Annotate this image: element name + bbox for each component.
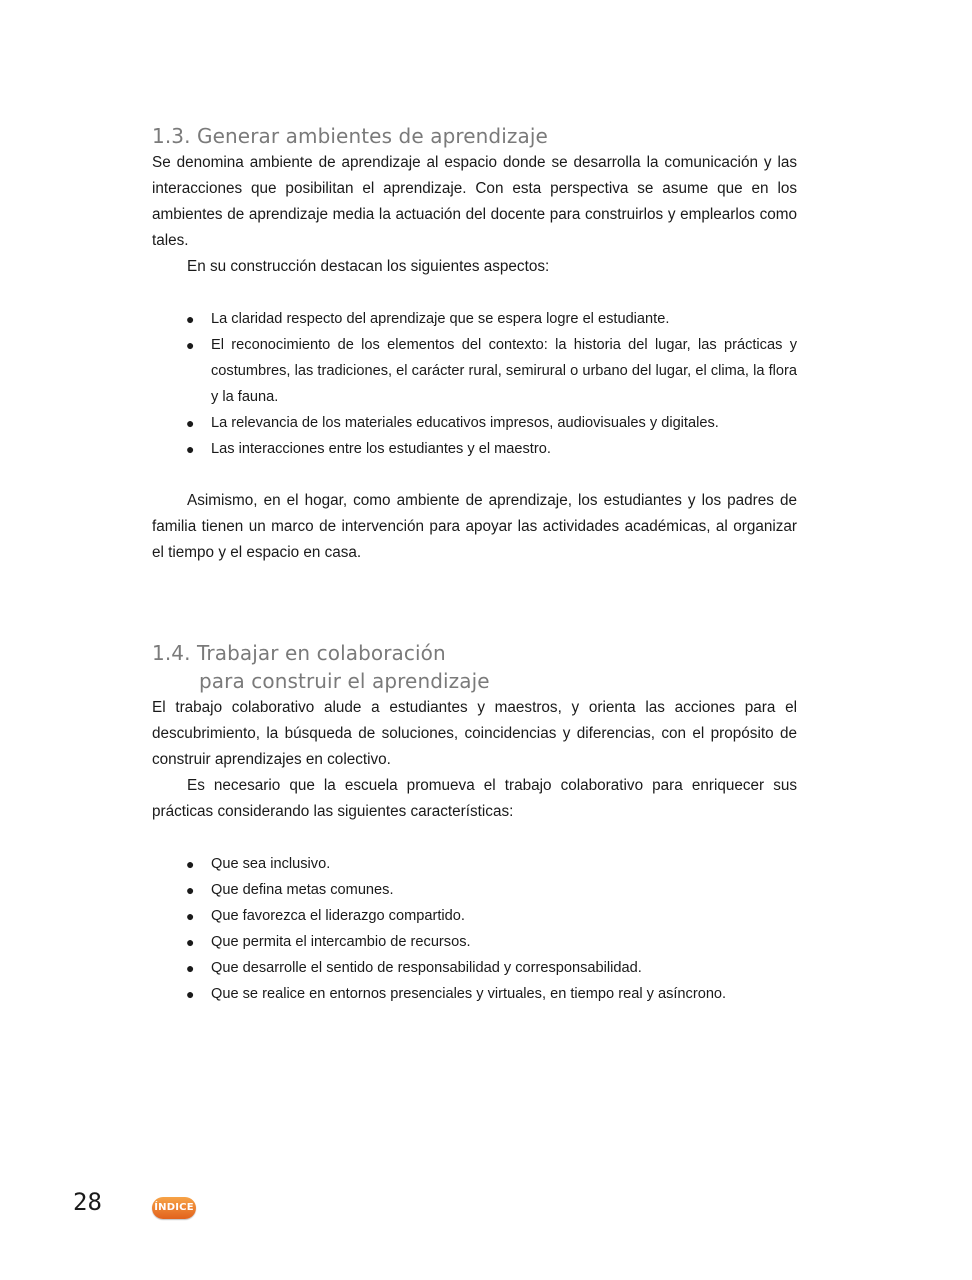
bullet-icon: ● <box>186 856 195 872</box>
section-1-3-title: 1.3. Generar ambientes de aprendizaje <box>152 124 548 148</box>
list-item-text: Que se realice en entornos presenciales y virtuales, en tiempo real y asíncrono. <box>211 986 727 1002</box>
list-item <box>152 306 797 332</box>
section-1-4-paragraph-2: Es necesario que la escuela promueva el trabajo colaborativo para enriquecer sus prácticas considerando las siguientes características: <box>152 777 797 820</box>
bullet-icon: ● <box>186 415 195 431</box>
list-item-text: Que favorezca el liderazgo compartido. <box>211 908 465 924</box>
list-item <box>152 981 797 1007</box>
bullet-icon: ● <box>186 882 195 898</box>
bullet-icon: ● <box>186 960 195 976</box>
section-1-4-title <box>152 639 797 695</box>
bullet-icon: ● <box>186 441 195 457</box>
section-1-4 <box>152 639 797 1007</box>
list-item-text: Que defina metas comunes. <box>211 882 394 898</box>
list-item <box>152 851 797 877</box>
list-item <box>152 410 797 436</box>
bullet-icon: ● <box>186 908 195 924</box>
list-item <box>152 877 797 903</box>
section-1-3-paragraph-1: Se denomina ambiente de aprendizaje al espacio donde se desarrolla la comunicación y las interacciones que posibilitan el aprendizaje. Con esta perspectiva se asume que en los ambientes de aprendizaje media la actuación del docente para construirlos y emplearlos como tales. <box>152 154 797 249</box>
list-item <box>152 903 797 929</box>
list-item-text: La relevancia de los materiales educativos impresos, audiovisuales y digitales. <box>211 415 719 431</box>
section-1-4-bullet-list <box>152 851 797 1007</box>
list-item <box>152 929 797 955</box>
section-1-3 <box>152 122 797 566</box>
list-item-text: Las interacciones entre los estudiantes y el maestro. <box>211 441 551 457</box>
section-1-4-title-line-2: para construir el aprendizaje <box>199 669 490 693</box>
list-item-text: La claridad respecto del aprendizaje que se espera logre el estudiante. <box>211 311 670 327</box>
list-item-text: Que sea inclusivo. <box>211 856 331 872</box>
index-button[interactable]: ÍNDICE <box>152 1197 196 1219</box>
list-item <box>152 955 797 981</box>
list-item-text: Que desarrolle el sentido de responsabilidad y corresponsabilidad. <box>211 960 642 976</box>
page-number: 28 <box>73 1188 102 1216</box>
bullet-icon: ● <box>186 337 195 353</box>
list-item <box>152 332 797 410</box>
section-1-3-paragraph-3: Asimismo, en el hogar, como ambiente de aprendizaje, los estudiantes y los padres de familia tienen un marco de intervención para apoyar las actividades académicas, al organizar el tiempo y el espacio en casa. <box>152 492 797 561</box>
list-item <box>152 436 797 462</box>
list-item-text: Que permita el intercambio de recursos. <box>211 934 471 950</box>
bullet-icon: ● <box>186 934 195 950</box>
section-1-3-paragraph-2: En su construcción destacan los siguientes aspectos: <box>187 258 550 275</box>
list-item-text: El reconocimiento de los elementos del contexto: la historia del lugar, las prácticas y costumbres, las tradiciones, el carácter rural, semirural o urbano del lugar, el clima, la flora y la fauna. <box>211 337 797 405</box>
section-1-3-bullet-list <box>152 306 797 462</box>
bullet-icon: ● <box>186 311 195 327</box>
section-1-4-paragraph-1: El trabajo colaborativo alude a estudiantes y maestros, y orienta las acciones para el descubrimiento, la búsqueda de soluciones, coincidencias y diferencias, con el propósito de construir aprendizajes en colectivo. <box>152 699 797 768</box>
bullet-icon: ● <box>186 986 195 1002</box>
section-1-4-title-line-1: 1.4. Trabajar en colaboración <box>152 641 446 665</box>
